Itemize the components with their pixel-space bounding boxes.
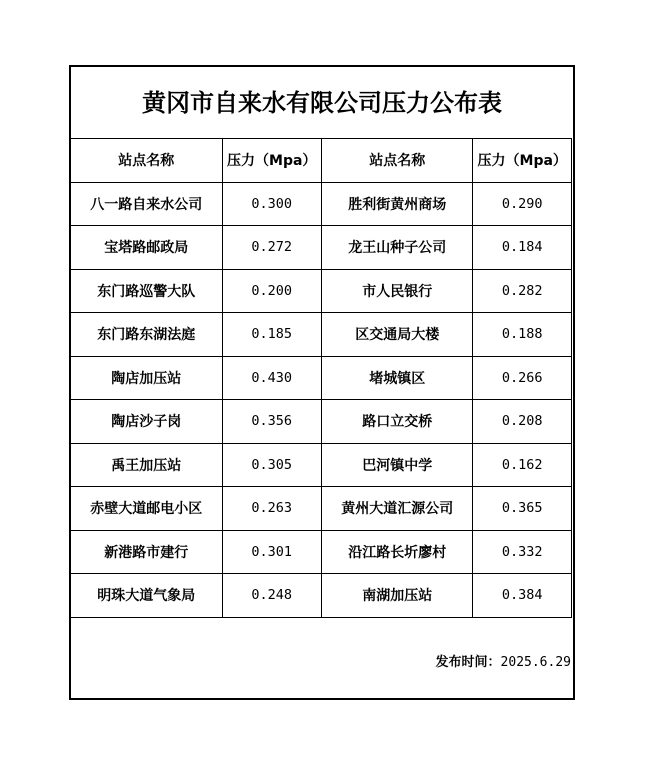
- table-row: [71, 356, 572, 400]
- table-row: [71, 443, 572, 487]
- table-row: [71, 226, 572, 270]
- right-pressure-cell: 0.332: [473, 530, 572, 574]
- left-station-cell: 禹王加压站: [71, 443, 223, 487]
- left-station-cell: 明珠大道气象局: [71, 574, 223, 618]
- right-pressure-cell: 0.162: [473, 443, 572, 487]
- left-pressure-cell: 0.263: [222, 487, 321, 531]
- left-pressure-cell: 0.305: [222, 443, 321, 487]
- left-pressure-cell: 0.301: [222, 530, 321, 574]
- page-title: 黄冈市自来水有限公司压力公布表: [142, 88, 502, 117]
- left-station-cell: 陶店沙子岗: [71, 400, 223, 444]
- left-pressure-cell: 0.300: [222, 182, 321, 226]
- table-row: [71, 269, 572, 313]
- right-station-cell: 区交通局大楼: [321, 313, 473, 357]
- left-station-cell: 宝塔路邮政局: [71, 226, 223, 270]
- table-row: [71, 574, 572, 618]
- right-station-cell: 巴河镇中学: [321, 443, 473, 487]
- left-station-cell: 东门路巡警大队: [71, 269, 223, 313]
- pressure-table: [70, 138, 572, 618]
- table-row: [71, 182, 572, 226]
- table-row: [71, 313, 572, 357]
- table-header-row: [71, 139, 572, 183]
- left-station-cell: 陶店加压站: [71, 356, 223, 400]
- table-row: [71, 400, 572, 444]
- right-station-cell: 路口立交桥: [321, 400, 473, 444]
- publish-time-value: 2025.6.29: [500, 655, 571, 670]
- right-pressure-cell: 0.365: [473, 487, 572, 531]
- publish-time: [436, 651, 571, 670]
- header-pressure-left: 压力（Mpa）: [222, 139, 321, 183]
- right-station-cell: 市人民银行: [321, 269, 473, 313]
- right-pressure-cell: 0.384: [473, 574, 572, 618]
- table-row: [71, 530, 572, 574]
- footer-cell: [71, 617, 573, 700]
- right-pressure-cell: 0.290: [473, 182, 572, 226]
- left-pressure-cell: 0.272: [222, 226, 321, 270]
- header-pressure-right: 压力（Mpa）: [473, 139, 572, 183]
- right-pressure-cell: 0.184: [473, 226, 572, 270]
- left-pressure-cell: 0.200: [222, 269, 321, 313]
- left-station-cell: 新港路市建行: [71, 530, 223, 574]
- right-pressure-cell: 0.208: [473, 400, 572, 444]
- right-station-cell: 堵城镇区: [321, 356, 473, 400]
- header-station-right: 站点名称: [321, 139, 473, 183]
- left-station-cell: 赤壁大道邮电小区: [71, 487, 223, 531]
- right-station-cell: 南湖加压站: [321, 574, 473, 618]
- left-pressure-cell: 0.356: [222, 400, 321, 444]
- pressure-table-sheet: [69, 65, 575, 700]
- right-pressure-cell: 0.266: [473, 356, 572, 400]
- left-pressure-cell: 0.248: [222, 574, 321, 618]
- right-pressure-cell: 0.188: [473, 313, 572, 357]
- right-station-cell: 黄州大道汇源公司: [321, 487, 473, 531]
- left-pressure-cell: 0.185: [222, 313, 321, 357]
- header-station-left: 站点名称: [71, 139, 223, 183]
- right-station-cell: 沿江路长圻廖村: [321, 530, 473, 574]
- left-pressure-cell: 0.430: [222, 356, 321, 400]
- publish-time-label: 发布时间：: [435, 655, 501, 670]
- right-pressure-cell: 0.282: [473, 269, 572, 313]
- table-row: [71, 487, 572, 531]
- left-station-cell: 八一路自来水公司: [71, 182, 223, 226]
- right-station-cell: 胜利街黄州商场: [321, 182, 473, 226]
- left-station-cell: 东门路东湖法庭: [71, 313, 223, 357]
- right-station-cell: 龙王山种子公司: [321, 226, 473, 270]
